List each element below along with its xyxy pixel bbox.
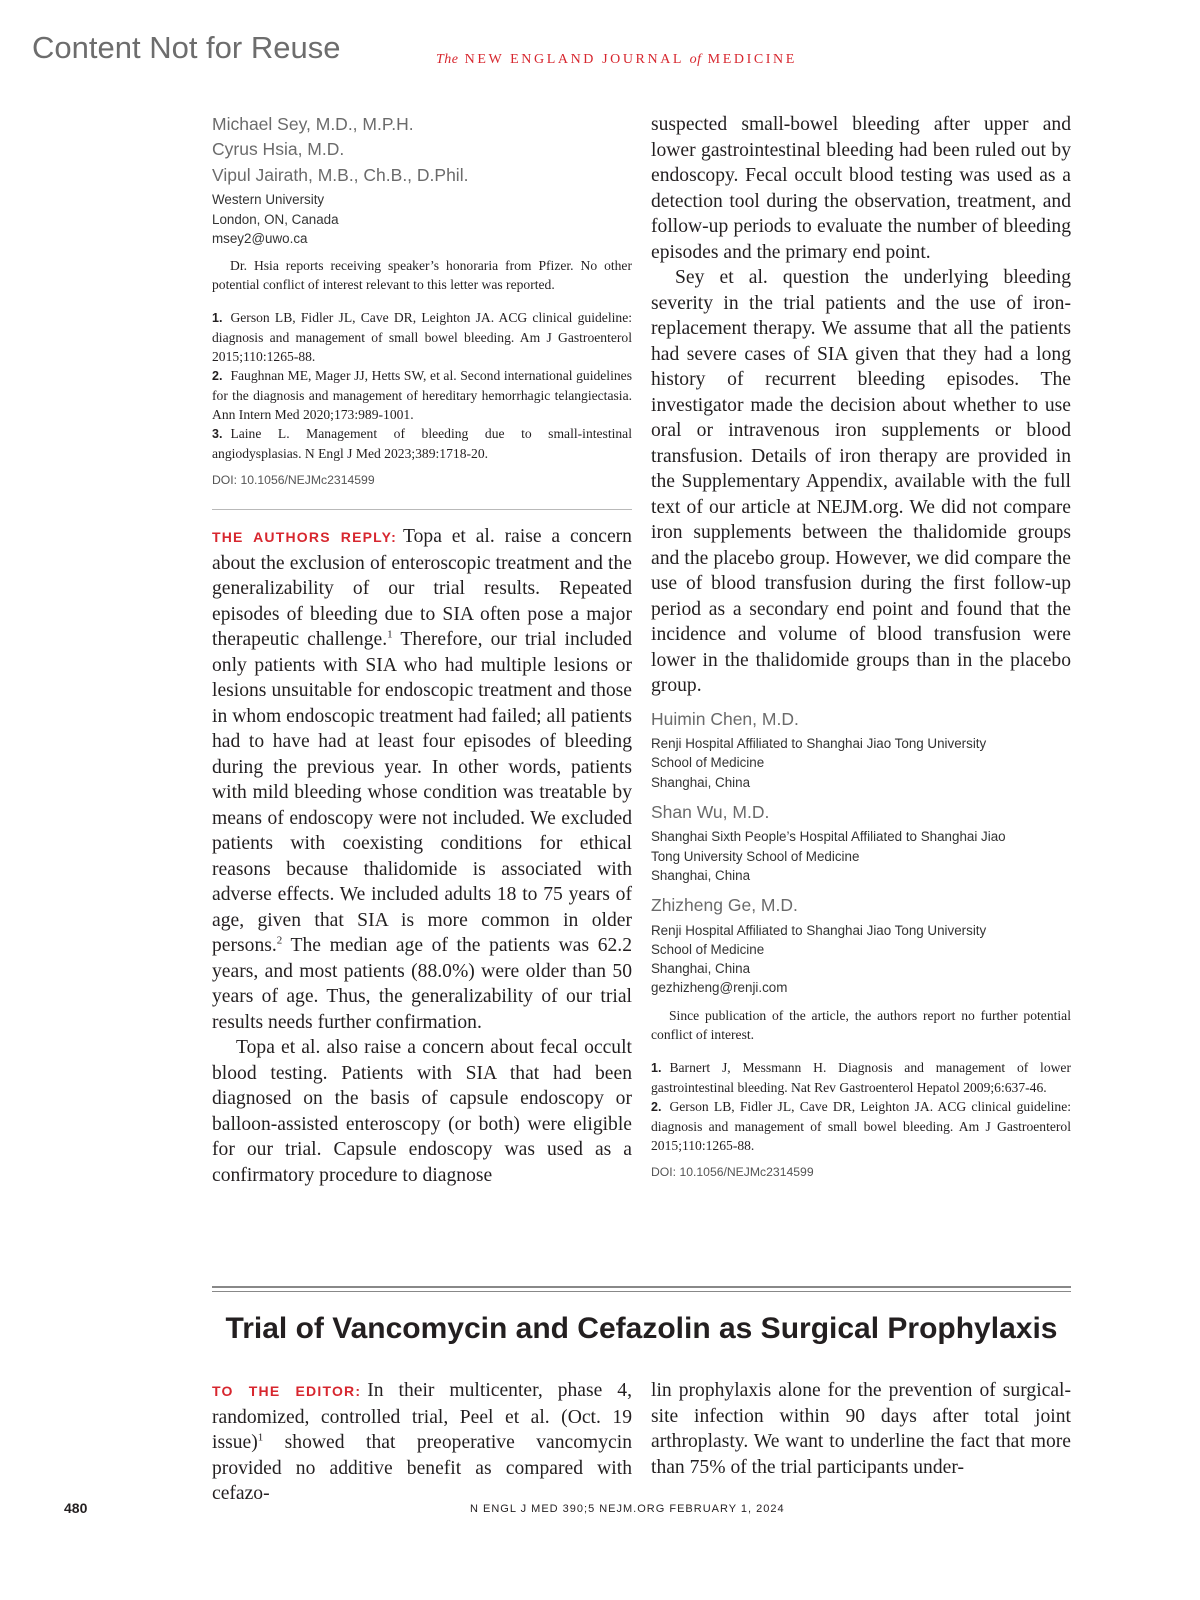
paragraph-text: Therefore, our trial included only patients with SIA who had multiple lesions or lesions unsuitable for endoscopic treatment and those in whom endoscopic treatment had failed; all patients had to have had at least four episodes of bleeding during the previous year. In other words, patients with mild bleeding whose condition was treatable by means of endoscopy were not included. We excluded patients with coexisting conditions for ethical reasons because thalidomide is associated with adverse effects. We included adults 18 to 75 years of age, given that SIA is more common in older persons.: [212, 629, 632, 957]
reference-number: 2.: [212, 369, 223, 384]
signer-block: [651, 800, 1071, 885]
page-footer: N ENGL J MED 390;5 NEJM.ORG FEBRUARY 1, 2024: [470, 1503, 785, 1515]
paragraph-text: In their multicenter, phase 4, randomized, controlled trial, Peel et al. (Oct. 19 issue): [212, 1380, 632, 1453]
signer-affiliation: [651, 734, 1071, 792]
lower-left-column: [212, 1378, 632, 1507]
lower-right-column: [651, 1378, 1071, 1480]
paragraph-text: The median age of the patients was 62.2 years, and most patients (88.0%) were older than 50 years of age. Thus, the generalizability of our trial results needs further confirmation.: [212, 935, 632, 1033]
upper-left-column: [212, 112, 632, 1188]
article-title: Trial of Vancomycin and Cefazolin as Surgical Prophylaxis: [225, 1312, 1058, 1345]
reference-text: Barnert J, Messmann H. Diagnosis and management of lower gastrointestinal bleeding. Nat Rev Gastroenterol Hepatol 2009;6:637-46.: [651, 1059, 1071, 1095]
section-divider: [212, 509, 632, 510]
affiliation-line: Shanghai, China: [651, 961, 751, 977]
reference-item: [651, 1097, 1071, 1155]
page-number: 480: [64, 1500, 88, 1516]
affiliation-line: Western University: [212, 192, 325, 208]
citation-marker[interactable]: 2: [276, 934, 283, 947]
signer-name: Shan Wu, M.D.: [651, 801, 770, 822]
signer-affiliation: [651, 827, 1071, 885]
signer-block: [651, 893, 1071, 998]
signer-name: Huimin Chen, M.D.: [651, 708, 799, 729]
reference-text: Laine L. Management of bleeding due to small-intestinal angiodysplasias. N Engl J Med 2023;389:1718-20.: [212, 426, 632, 462]
running-head: [436, 52, 856, 68]
signer-affiliation: [651, 921, 1071, 998]
watermark: Content Not for Reuse: [32, 30, 341, 65]
disclosure-note: Dr. Hsia reports receiving speaker’s honoraria from Pfizer. No other potential conflict of interest relevant to this letter was reported.: [212, 258, 632, 293]
reply-paragraph-continued: suspected small-bowel bleeding after upper and lower gastrointestinal bleeding had been ruled out by endoscopy. Fecal occult blood testing was used as a detection tool during the observation, treatment, and follow-up periods to evaluate the number of bleeding episodes and the primary end point.: [651, 114, 1071, 263]
affiliation-line: London, ON, Canada: [212, 211, 339, 227]
affiliation-line: Renji Hospital Affiliated to Shanghai Jiao Tong University: [651, 735, 987, 751]
reference-text: Gerson LB, Fidler JL, Cave DR, Leighton JA. ACG clinical guideline: diagnosis and management of small bowel bleeding. Am J Gastroenterol 2015;110:1265-88.: [212, 310, 632, 365]
affiliation-line: Shanghai, China: [651, 867, 751, 883]
doi-link[interactable]: DOI: 10.1056/NEJMc2314599: [651, 1164, 814, 1179]
affiliation-line: Tong University School of Medicine: [651, 848, 860, 864]
reply-paragraph: Topa et al. also raise a concern about fecal occult blood testing. Patients with SIA that had been diagnosed on the basis of capsule endoscopy or balloon-assisted enteroscopy (or both) were eligible for our trial. Capsule endoscopy was used as a confirmatory procedure to diagnose: [212, 1037, 632, 1186]
letter-paragraph: [212, 1378, 632, 1507]
affiliation-line: Shanghai Sixth People’s Hospital Affiliated to Shanghai Jiao: [651, 829, 1006, 845]
reference-number: 1.: [651, 1060, 662, 1075]
affiliation-line: Renji Hospital Affiliated to Shanghai Jiao Tong University: [651, 922, 987, 938]
affiliation-line: School of Medicine: [651, 755, 765, 771]
running-head-the: The: [436, 52, 459, 67]
disclosure-note: Since publication of the article, the authors report no further potential conflict of interest.: [651, 1007, 1071, 1042]
reference-number: 3.: [212, 427, 223, 442]
signer-name: Vipul Jairath, M.B., Ch.B., D.Phil.: [212, 164, 469, 185]
upper-right-column: [651, 112, 1071, 1181]
reference-number: 2.: [651, 1099, 662, 1114]
email-link[interactable]: gezhizheng@renji.com: [651, 980, 788, 996]
running-head-medicine: MEDICINE: [707, 52, 797, 67]
running-head-journal: NEW ENGLAND JOURNAL: [464, 52, 684, 67]
reference-text: Faughnan ME, Mager JJ, Hetts SW, et al. Second international guidelines for the diagnosis and management of hereditary hemorrhagic telangiectasia. Ann Intern Med 2020;173:989-1001.: [212, 368, 632, 423]
section-lead: THE AUTHORS REPLY:: [212, 529, 397, 546]
reference-list: [212, 308, 632, 463]
signer-block: [651, 707, 1071, 792]
doi-link[interactable]: DOI: 10.1056/NEJMc2314599: [212, 473, 375, 488]
citation-marker[interactable]: 1: [257, 1431, 264, 1444]
section-lead: TO THE EDITOR:: [212, 1383, 362, 1399]
signer-name: Zhizheng Ge, M.D.: [651, 895, 798, 916]
citation-marker[interactable]: 1: [387, 628, 393, 641]
reference-item: [212, 366, 632, 424]
paragraph-text: Topa et al. raise a concern about the exclusion of enteroscopic treatment and the generalizability of our trial results. Repeated episodes of bleeding due to SIA often pose a major therapeutic challenge.: [212, 526, 632, 651]
reference-number: 1.: [212, 311, 223, 326]
email-link[interactable]: msey2@uwo.ca: [212, 230, 308, 246]
running-head-of: of: [689, 52, 702, 67]
reply-paragraph: Sey et al. question the underlying bleeding severity in the trial patients and the use of iron-replacement therapy. We assume that all the patients had severe cases of SIA given that they had a long history of recurrent bleeding episodes. The investigator made the decision about whether to use oral or intravenous iron supplements or blood transfusion. Details of iron therapy are provided in the Supplementary Appendix, available with the full text of our article at NEJM.org. We did not compare iron supplements between the thalidomide groups and the placebo group. However, we did compare the use of blood transfusion during the first follow-up period as a secondary end point and found that the incidence and volume of blood transfusion were lower in the thalidomide groups than in the placebo group.: [651, 267, 1071, 696]
signer-name: Michael Sey, M.D., M.P.H.: [212, 114, 414, 134]
reference-item: [212, 424, 632, 463]
reference-item: [651, 1058, 1071, 1097]
article-separator: [212, 1286, 1071, 1292]
paragraph-text: showed that preoperative vancomycin provided no additive benefit as compared with cefazo-: [212, 1432, 632, 1504]
reply-paragraph: [212, 524, 632, 1035]
reference-item: [212, 308, 632, 366]
reference-list: [651, 1058, 1071, 1155]
signer-name: Cyrus Hsia, M.D.: [212, 139, 345, 160]
affiliation-line: Shanghai, China: [651, 774, 751, 790]
affiliation-line: School of Medicine: [651, 941, 765, 957]
signer-affiliation: [212, 190, 632, 248]
reference-text: Gerson LB, Fidler JL, Cave DR, Leighton JA. ACG clinical guideline: diagnosis and management of small bowel bleeding. Am J Gastroenterol 2015;110:1265-88.: [651, 1098, 1071, 1153]
letter-paragraph-continued: lin prophylaxis alone for the prevention of surgical-site infection within 90 days after total joint arthroplasty. We want to underline the fact that more than 75% of the trial participants under-: [651, 1380, 1071, 1478]
